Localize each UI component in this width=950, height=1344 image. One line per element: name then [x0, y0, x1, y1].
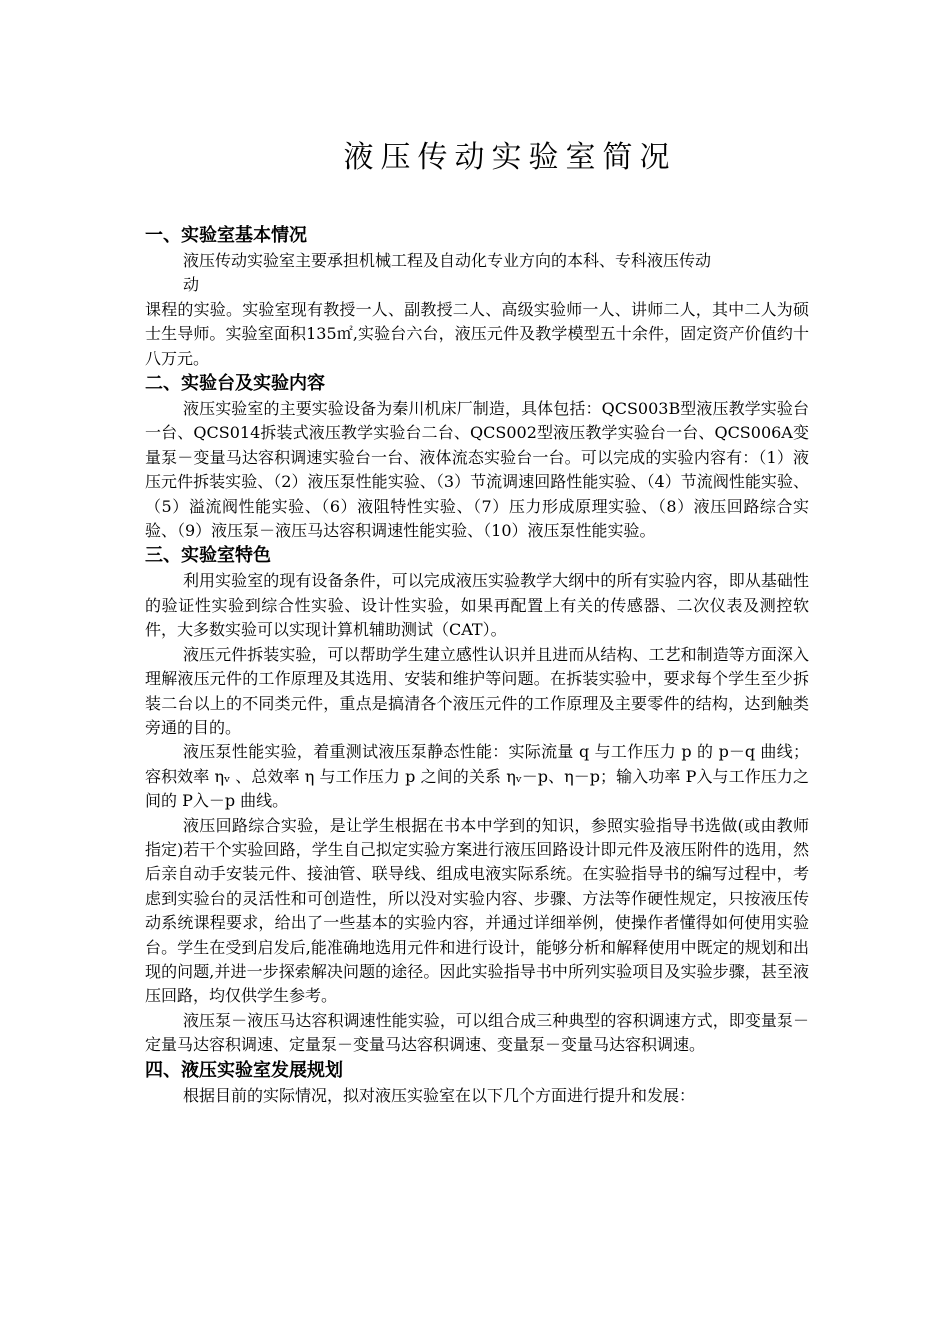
- section-heading-1: 一、实验室基本情况: [145, 225, 307, 246]
- paragraph: 液压传动实验室主要承担机械工程及自动化专业方向的本科、专科液压传动: [183, 251, 712, 270]
- paragraph: 液压元件拆装实验，可以帮助学生建立感性认识并且进而从结构、工艺和制造等方面深入理解液压元件的工作原理及其选用、安装和维护等问题。在拆装实验中，要求每个学生至少拆装二台以上的不同类元件，重点是搞清各个液压元件的工作原理及主要零件的结构，达到触类旁通的目的。: [145, 644, 809, 737]
- paragraph: 液压实验室的主要实验设备为秦川机床厂制造，具体包括：QCS003B型液压教学实验台一台、QCS014拆装式液压教学实验台二台、QCS002型液压教学实验台一台、QCS006A变量泵－变量马达容积调速实验台一台、液体流态实验台一台。可以完成的实验内容有：（1）液压元件拆装实验、（2）液压泵性能实验、（3）节流调速回路性能实验、（4）节流阀性能实验、（5）溢流阀性能实验、（6）液阻特性实验、（7）压力形成原理实验、（8）液压回路综合实验、（9）液压泵－液压马达容积调速性能实验、（10）液压泵性能实验。: [145, 399, 809, 541]
- section-heading-2: 二、实验台及实验内容: [145, 373, 325, 395]
- paragraph: 动: [183, 275, 200, 295]
- paragraph: 利用实验室的现有设备条件，可以完成液压实验教学大纲中的所有实验内容，即从基础性的验证性实验到综合性实验、设计性实验，如果再配置上有关的传感器、二次仪表及测控软件，大多数实验可以实现计算机辅助测试（CAT）。: [145, 571, 809, 640]
- document-body: [145, 223, 809, 1108]
- section-heading-3: 三、实验室特色: [145, 545, 271, 567]
- paragraph: 液压回路综合实验，是让学生根据在书本中学到的知识，参照实验指导书选做(或由教师指定)若干个实验回路，学生自己拟定实验方案进行液压回路设计即元件及液压附件的选用，然后亲自动手安装元件、接油管、联导线、组成电液实际系统。在实验指导书的编写过程中，考虑到实验台的灵活性和可创造性，所以没对实验内容、步骤、方法等作硬性规定，只按液压传动系统课程要求，给出了一些基本的实验内容，并通过详细举例，使操作者懂得如何使用实验台。学生在受到启发后,能准确地选用元件和进行设计，能够分析和解释使用中既定的规划和出现的问题,并进一步探索解决问题的途径。因此实验指导书中所列实验项目及实验步骤，甚至液压回路，均仅供学生参考。: [145, 815, 809, 1006]
- paragraph: 液压泵性能实验，着重测试液压泵静态性能：实际流量 q 与工作压力 p 的 p－q 曲线；容积效率 ηᵥ 、总效率 η 与工作压力 p 之间的关系 ηᵥ－p、η－p；输入功率 P入与工作压力之间的 P入－p 曲线。: [145, 742, 809, 811]
- document-title: 液压传动实验室简况: [343, 140, 677, 175]
- section-heading-4: 四、液压实验室发展规划: [145, 1059, 343, 1081]
- paragraph: 课程的实验。实验室现有教授一人、副教授二人、高级实验师一人、讲师二人，其中二人为硕士生导师。实验室面积135㎡,实验台六台，液压元件及教学模型五十余件，固定资产价值约十八万元。: [145, 299, 809, 368]
- paragraph: 根据目前的实际情况，拟对液压实验室在以下几个方面进行提升和发展：: [183, 1085, 696, 1105]
- paragraph: 液压泵－液压马达容积调速性能实验，可以组合成三种典型的容积调速方式，即变量泵－定量马达容积调速、定量泵－变量马达容积调速、变量泵－变量马达容积调速。: [145, 1010, 809, 1055]
